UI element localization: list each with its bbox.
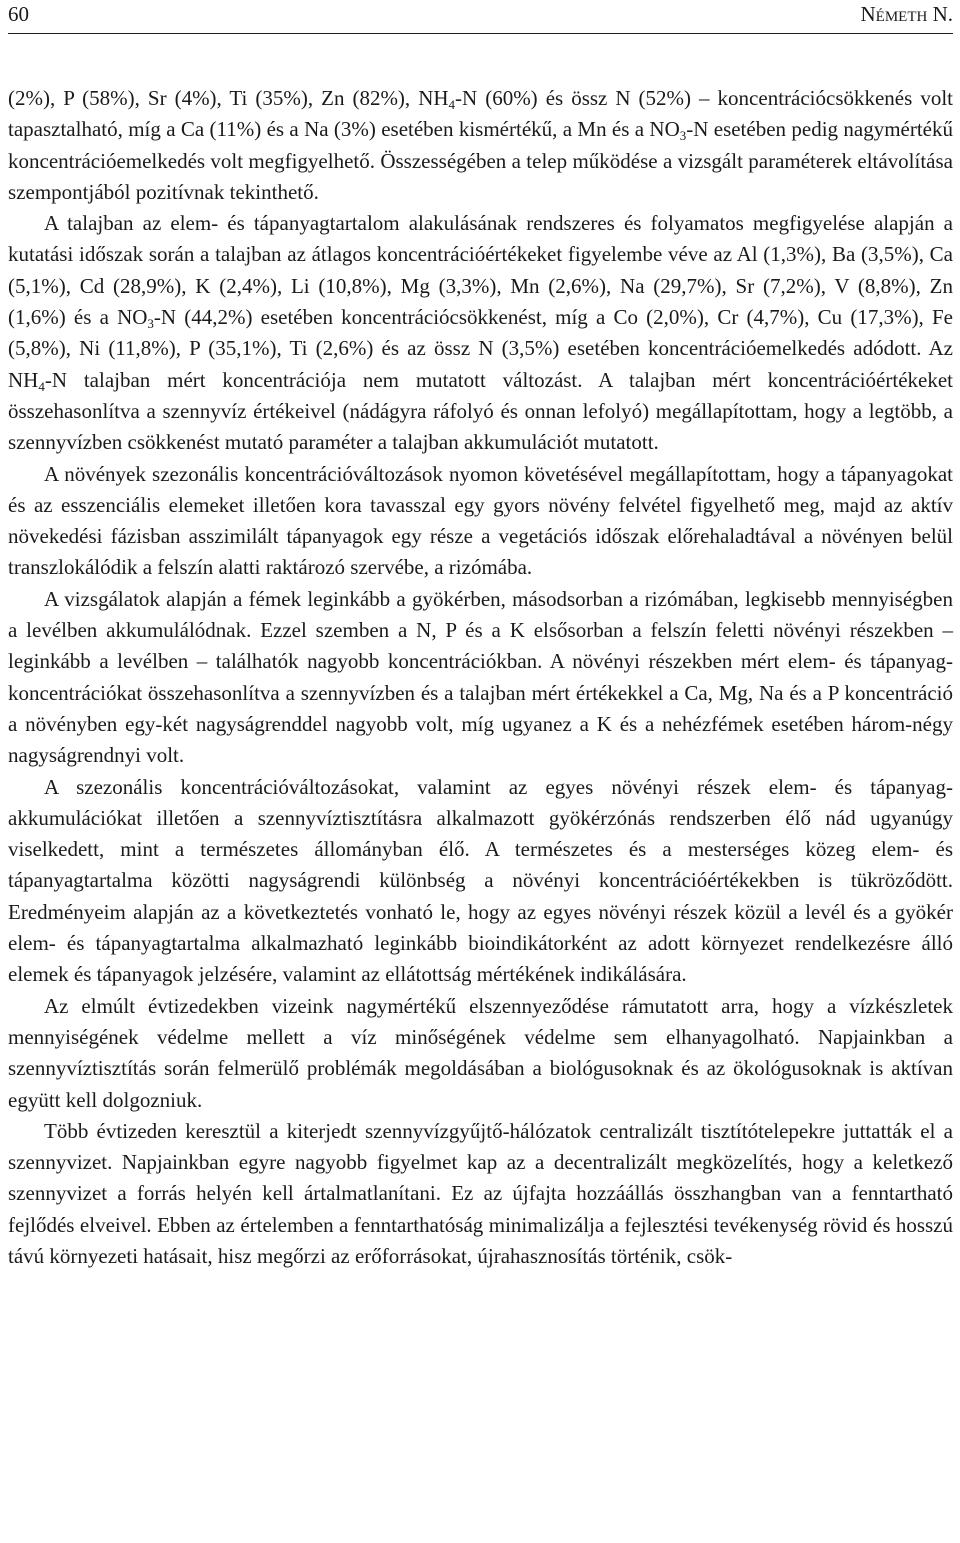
text-run: -N talajban mért koncentrációja nem mutatott változást. A talajban mért koncentrációértékeket összehasonlítva a szennyvíz értékeivel (nádágyra ráfolyó és onnan lefolyó) megállapítottam, hogy a legtöbb, a szennyvízben csökkenést mutató paraméter a talajban akkumulációt mutatott. [8,367,953,455]
text-run: Az elmúlt évtizedekben vizeink nagymértékű elszennyeződése rámutatott arra, hogy a vízkészletek mennyiségének védelme mellett a víz minőségének védelme sem elhanyagolható. Napjainkban a szennyvíztisztítás során felmerülő problémák megoldásában a biológusoknak és az ökológusoknak is aktívan együtt kell dolgozniuk. [8,993,953,1112]
page-number: 60 [8,2,29,26]
header-rule [8,33,953,34]
text-run: -N esetében pedig nagymértékű koncentrációemelkedés volt megfigyelhető. Összességében a telep működése a vizsgált paraméterek eltávolítása szempontjából pozitívnak tekinthető. [8,117,953,204]
paragraph [8,83,953,208]
paragraph [8,459,953,584]
text-run: Több évtizeden keresztül a kiterjedt szennyvízgyűjtő-hálózatok centralizált tisztítótelepekre juttatták el a szennyvizet. Napjainkban egyre nagyobb figyelmet kap az a decentralizált megközelítés, hogy a keletkező szennyvizet a forrás helyén kell ártalmatlanítani. Ez az újfajta hozzáállás összhangban van a fenntartható fejlődés elveivel. Ebben az értelemben a fenntarthatóság minimalizálja a fejlesztési tevékenység rövid és hosszú távú környezeti hatásait, hisz megőrzi az erőforrásokat, újrahasznosítás történik, csök- [8,1118,953,1268]
text-run: A növények szezonális koncentrációváltozások nyomon követésével megállapítottam, hogy a tápanyagokat és az esszenciális elemeket illetően kora tavasszal egy gyors növény felvétel figyelhető meg, majd az aktív növekedési fázisban asszimilált tápanyagok egy része a vegetációs időszak előrehaladtával a növényen belül transzlokálódik a felszín alatti raktározó szervébe, a rizómába. [8,461,953,580]
paragraph [8,208,953,458]
text-run: A szezonális koncentrációváltozásokat, valamint az egyes növényi részek elem- és tápanyag-akkumulációkat illetően a szennyvíztisztításra alkalmazott gyökérzónás rendszerben élő nád ugyanúgy viselkedett, mint a természetes állományban élő. A természetes és a mesterséges közeg elem- és tápanyagtartalma közötti nagyságrendi különbség a növényi koncentrációértékekben is tükröződött. Eredményeim alapján az a következtetés vonható le, hogy az egyes növényi részek közül a levél és a gyökér elem- és tápanyagtartalma alkalmazható leginkább bioindikátorként az adott környezet rendelkezésre álló elemek és tápanyagok jelzésére, valamint az ellátottság mértékének indikálására. [8,774,953,987]
subscript: 4 [448,97,456,112]
paragraph [8,584,953,772]
subscript: 3 [147,316,154,332]
text-run: A vizsgálatok alapján a fémek leginkább a gyökérben, másodsorban a rizómában, legkisebb mennyiségben a levélben akkumulálódnak. Ezzel szemben a N, P és a K elsősorban a felszín feletti növényi részekben – leginkább a levélben – találhatók nagyobb koncentrációkban. A növényi részekben mért elem- és tápanyag-koncentrációkat összehasonlítva a szennyvízben és a talajban mért értékekkel a Ca, Mg, Na és a P koncentráció a növényben egy-két nagyságrenddel nagyobb volt, míg ugyanez a K és a nehézfémek esetében három-négy nagyságrendnyi volt. [8,586,953,768]
paragraph [8,772,953,991]
running-header [8,0,953,30]
paragraph [8,991,953,1116]
body-text [8,30,953,1272]
running-head-author: Németh N. [860,2,953,26]
text-run: -N (60%) és össz N (52%) – koncentrációcsökkenés volt tapasztalható, míg a Ca (11%) és a Na (3%) esetében kismértékű, a Mn és a NO [8,86,953,142]
text-run: (2%), P (58%), Sr (4%), Ti (35%), Zn (82%), NH [8,86,449,110]
text-run: -N (44,2%) esetében koncentrációcsökkenést, míg a Co (2,0%), Cr (4,7%), Cu (17,3%), Fe (5,8%), Ni (11,8%), P (35,1%), Ti (2,6%) és az össz N (3,5%) esetében koncentrációemelkedés adódott. Az NH [8,305,953,392]
paragraph [8,1116,953,1272]
subscript: 4 [38,378,45,394]
text-run: A talajban az elem- és tápanyagtartalom alakulásának rendszeres és folyamatos megfigyelése alapján a kutatási időszak során a talajban az átlagos koncentrációértékeket figyelembe véve az Al (1,3%), Ba (3,5%), Ca (5,1%), Cd (28,9%), K (2,4%), Li (10,8%), Mg (3,3%), Mn (2,6%), Na (29,7%), Sr (7,2%), V (8,8%), Zn (1,6%) és a NO [8,211,953,330]
subscript: 3 [679,128,687,144]
